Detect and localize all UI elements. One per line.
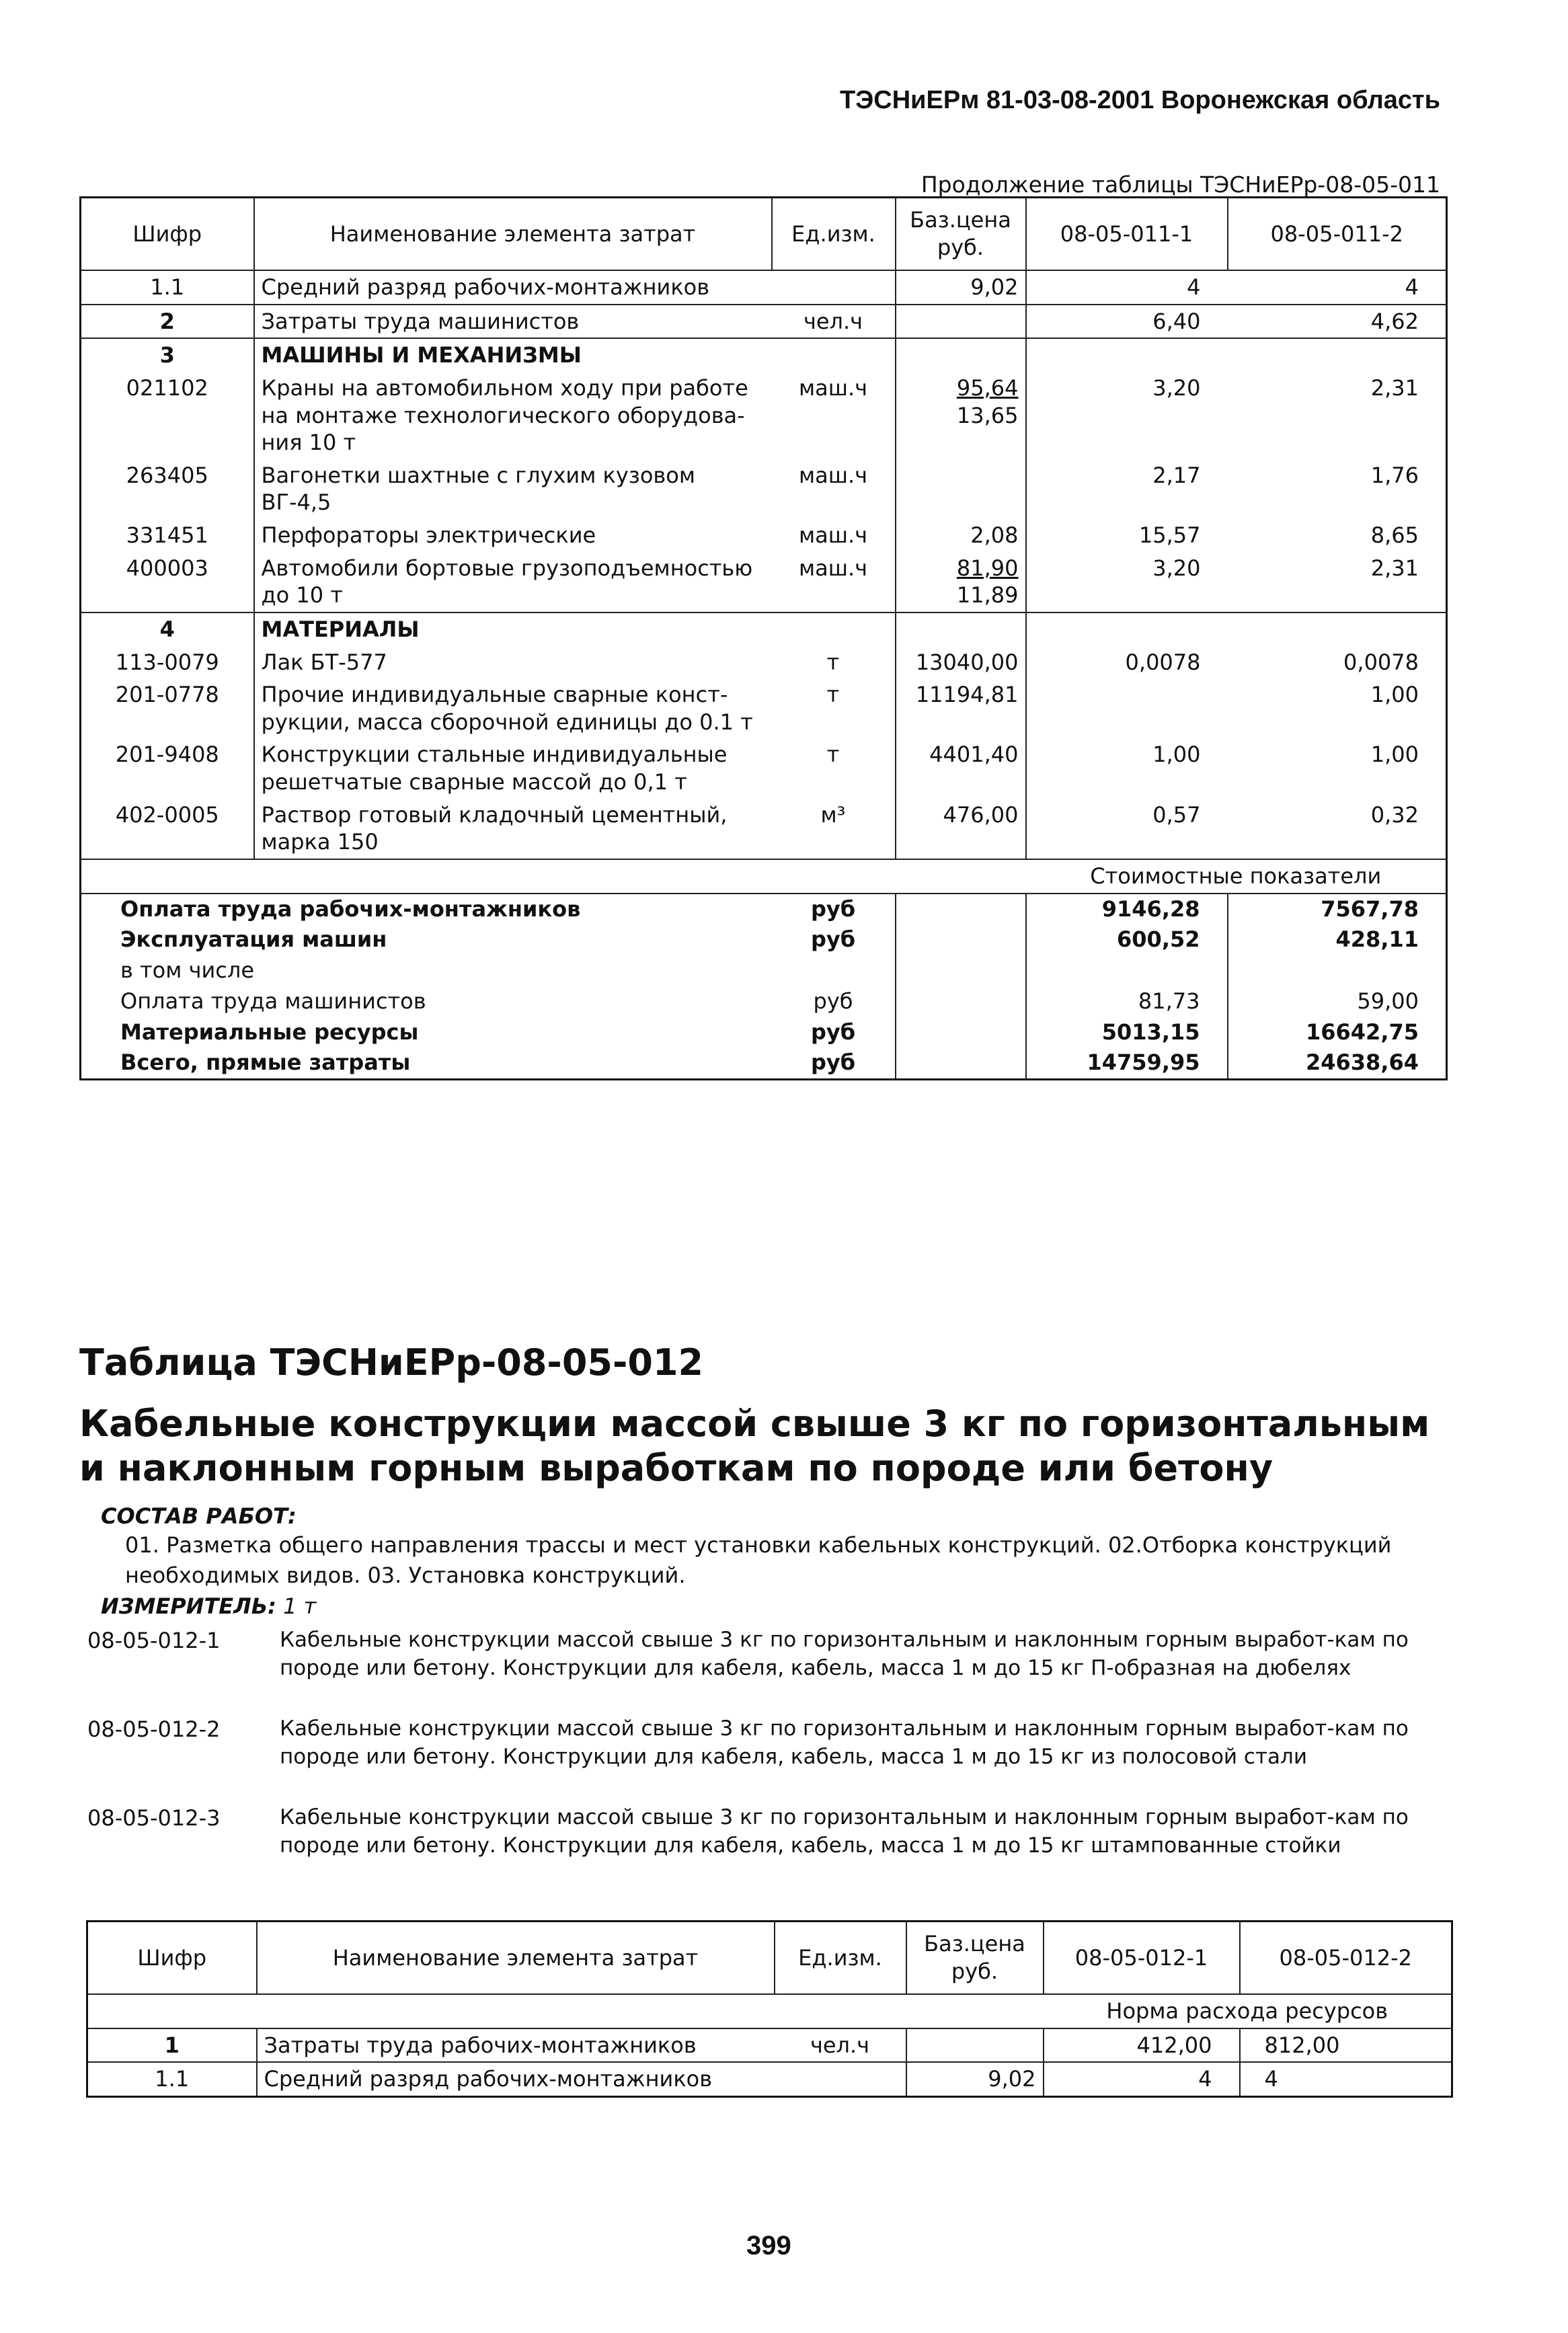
price-value-secondary: 13,65 — [956, 402, 1019, 428]
cell-name: Перфораторы электрические — [254, 519, 772, 552]
column-header: 08-05-011-2 — [1228, 198, 1447, 271]
cell-value-2: 4 — [1240, 2062, 1452, 2096]
table-row — [81, 612, 1447, 646]
cost-header-row — [81, 859, 1447, 894]
cell-value-1 — [1026, 338, 1228, 372]
cost-value-2: 428,11 — [1335, 926, 1419, 953]
item-description: Кабельные конструкции массой свыше 3 кг по горизонтальным и наклонным горным выработ-кам по породе или бетону. Конструкции для кабеля, кабель, масса 1 м до 15 кг из полосовой стали — [280, 1716, 1409, 1770]
cell-unit — [775, 2062, 906, 2096]
cost-unit: руб — [772, 1017, 896, 1048]
cell-code: 2 — [81, 305, 254, 339]
cell-code: 400003 — [126, 555, 208, 581]
cost-price — [896, 986, 1026, 1017]
cell-code: 1.1 — [87, 2062, 257, 2096]
cell-name: Прочие индивидуальные сварные конст-рукции, масса сборочной единицы до 0.1 т — [254, 678, 772, 738]
table-row — [81, 338, 1447, 372]
cell-price: 476,00 — [896, 799, 1026, 859]
cell-unit: чел.ч — [775, 2028, 906, 2063]
cell-unit: чел.ч — [772, 305, 896, 339]
cell-price: 9,02 — [896, 270, 1026, 305]
cost-unit: руб — [772, 1047, 896, 1079]
column-header: Ед.изм. — [775, 1922, 906, 1995]
cell-name: Конструкции стальные индивидуальные решетчатые сварные массой до 0,1 т — [254, 738, 772, 798]
column-header: 08-05-012-2 — [1240, 1922, 1452, 1995]
cell-price: 2,08 — [896, 519, 1026, 552]
cost-price — [896, 924, 1026, 955]
cost-value-1: 81,73 — [1026, 986, 1228, 1017]
cost-value-1 — [1026, 955, 1228, 986]
cell-value-2: 2,31 — [1370, 374, 1419, 401]
cost-name: Материальные ресурсы — [120, 1019, 419, 1045]
cell-price — [896, 305, 1026, 339]
table-title: Таблица ТЭСНиЕРр-08-05-012 — [79, 1341, 704, 1384]
cell-name: МАТЕРИАЛЫ — [254, 612, 772, 646]
cell-value-2: 1,00 — [1370, 742, 1419, 768]
cell-value-1: 6,40 — [1026, 305, 1228, 339]
cell-unit: маш.ч — [798, 374, 868, 401]
cell-value-2: 0,0078 — [1343, 649, 1419, 675]
cell-code: 113-0079 — [115, 649, 219, 675]
cell-value-1: 3,20 — [1152, 374, 1201, 401]
cost-value-2: 16642,75 — [1305, 1019, 1419, 1045]
table-header-row — [87, 1922, 1452, 1995]
table-row — [81, 459, 1447, 519]
cell-value-2: 8,65 — [1370, 522, 1419, 548]
cell-code: 263405 — [126, 462, 208, 488]
cell-name: Вагонетки шахтные с глухим кузовом ВГ-4,5 — [254, 459, 772, 519]
cost-value-1: 5013,15 — [1026, 1017, 1228, 1048]
cell-code: 331451 — [126, 522, 208, 548]
cell-unit — [772, 338, 896, 372]
cell-value-1: 4 — [1187, 274, 1201, 300]
cost-name: Оплата труда машинистов — [120, 988, 426, 1014]
cell-name: Средний разряд рабочих-монтажников — [257, 2062, 775, 2096]
page-number: 399 — [746, 2231, 791, 2260]
cell-value-2: 812,00 — [1240, 2028, 1452, 2063]
cost-row — [81, 955, 1447, 986]
item-code: 08-05-012-2 — [87, 1716, 221, 1742]
cell-name: Затраты труда рабочих-монтажников — [257, 2028, 775, 2063]
item-description: Кабельные конструкции массой свыше 3 кг по горизонтальным и наклонным горным выработ-кам по породе или бетону. Конструкции для кабеля, кабель, масса 1 м до 15 кг штампованные стойки — [280, 1805, 1409, 1858]
cell-unit: маш.ч — [798, 462, 868, 488]
table-header-row — [81, 198, 1447, 271]
cost-price — [896, 894, 1026, 925]
table-row — [81, 270, 1447, 305]
cost-value-2: 7567,78 — [1228, 894, 1447, 925]
table-row — [87, 2028, 1452, 2063]
cost-price — [896, 955, 1026, 986]
cell-value-1: 0,0078 — [1125, 649, 1201, 675]
cell-value-1: 15,57 — [1138, 522, 1201, 548]
cell-value-2: 0,32 — [1370, 801, 1419, 828]
column-header: 08-05-012-1 — [1044, 1922, 1240, 1995]
price-value: 95,64 — [956, 374, 1019, 401]
norm-header-row — [87, 1994, 1452, 2028]
cell-value-2 — [1228, 338, 1447, 372]
cell-value-1: 2,17 — [1152, 462, 1201, 488]
cost-name: Эксплуатация машин — [120, 926, 387, 953]
measure-value: 1 т — [283, 1593, 317, 1619]
cell-unit: м³ — [820, 801, 846, 828]
column-header: Наименование элемента затрат — [257, 1922, 775, 1995]
cost-unit: руб — [772, 894, 896, 925]
cost-unit: руб — [772, 986, 896, 1017]
price-value-secondary: 11,89 — [956, 582, 1019, 608]
cell-value-2: 2,31 — [1370, 555, 1419, 581]
cell-price: 4401,40 — [896, 738, 1026, 798]
cell-value-2: 4 — [1405, 274, 1419, 300]
cost-value-2: 59,00 — [1357, 988, 1419, 1014]
resource-table-012 — [86, 1920, 1453, 2098]
page-header-title: ТЭСНиЕРм 81-03-08-2001 Воронежская область — [840, 86, 1440, 114]
cell-code: 201-0778 — [115, 682, 219, 708]
cell-price — [896, 612, 1026, 646]
cost-row — [81, 986, 1447, 1017]
column-header: Баз.цена руб. — [906, 1922, 1044, 1995]
cost-value-1: 14759,95 — [1026, 1047, 1228, 1079]
cell-unit: маш.ч — [798, 522, 868, 548]
cell-price: 9,02 — [906, 2062, 1044, 2096]
table-subtitle: Кабельные конструкции массой свыше 3 кг по горизонтальным и наклонным горным выработкам по породе или бетону — [79, 1402, 1430, 1489]
cell-unit: маш.ч — [798, 555, 868, 581]
cell-unit: т — [826, 649, 840, 675]
resource-table-011 — [79, 196, 1448, 1080]
measure-line — [101, 1593, 316, 1619]
cell-code: 021102 — [126, 374, 208, 401]
table-row — [87, 2062, 1452, 2096]
cell-code: 1.1 — [150, 274, 185, 300]
item-code: 08-05-012-1 — [87, 1628, 221, 1653]
cell-name: Краны на автомобильном ходу при работе на монтаже технологического оборудова-ния 10 т — [254, 372, 772, 459]
cost-row — [81, 894, 1447, 925]
cost-header: Стоимостные показатели — [1026, 859, 1447, 894]
table-continuation-note: Продолжение таблицы ТЭСНиЕРр-08-05-011 — [920, 171, 1440, 198]
cell-code: 4 — [81, 612, 254, 646]
column-header: Баз.цена руб. — [896, 198, 1026, 271]
cell-code: 402-0005 — [115, 801, 219, 828]
cell-price — [896, 372, 1026, 459]
cell-value-1: 4 — [1044, 2062, 1240, 2096]
cell-name: Автомобили бортовые грузоподъемностью до 10 т — [254, 552, 772, 612]
table-row — [81, 678, 1447, 738]
cell-value-1: 412,00 — [1044, 2028, 1240, 2063]
column-header: 08-05-011-1 — [1026, 198, 1228, 271]
table-row — [81, 372, 1447, 459]
cell-name: Раствор готовый кладочный цементный, марка 150 — [254, 799, 772, 859]
cost-unit — [772, 955, 896, 986]
cost-name: Всего, прямые затраты — [120, 1050, 411, 1076]
cost-row — [81, 1047, 1447, 1079]
cell-price: 13040,00 — [896, 646, 1026, 679]
cell-name: Средний разряд рабочих-монтажников — [254, 270, 772, 305]
column-header: Шифр — [81, 198, 254, 271]
column-header: Шифр — [87, 1922, 257, 1995]
column-header: Наименование элемента затрат — [254, 198, 772, 271]
cost-unit: руб — [772, 924, 896, 955]
cost-name: Оплата труда рабочих-монтажников — [81, 894, 772, 925]
cost-row — [81, 924, 1447, 955]
cell-value-1: 1,00 — [1152, 742, 1201, 768]
cell-name: Затраты труда машинистов — [254, 305, 772, 339]
cell-price: 11194,81 — [896, 678, 1026, 738]
cell-value-1: 0,57 — [1152, 801, 1201, 828]
cost-name: в том числе — [120, 957, 254, 983]
item-description: Кабельные конструкции массой свыше 3 кг по горизонтальным и наклонным горным выработ-кам по породе или бетону. Конструкции для кабеля, кабель, масса 1 м до 15 кг П-образная на дюбелях — [280, 1628, 1409, 1681]
cell-price — [896, 338, 1026, 372]
cost-value-1: 600,52 — [1026, 924, 1228, 955]
cell-name: Лак БТ-577 — [254, 646, 772, 679]
cell-name: МАШИНЫ И МЕХАНИЗМЫ — [254, 338, 772, 372]
cell-value-2 — [1228, 612, 1447, 646]
item-code: 08-05-012-3 — [87, 1805, 221, 1831]
work-composition-text: 01. Разметка общего направления трассы и мест установки кабельных конструкций. 02.Отборка конструкций необходимых видов. 03. Установка конструкций. — [125, 1532, 1392, 1588]
cell-value-1 — [1026, 678, 1228, 738]
cell-price — [896, 552, 1026, 612]
cost-value-1: 9146,28 — [1026, 894, 1228, 925]
cell-value-2: 4,62 — [1228, 305, 1447, 339]
cell-value-1 — [1026, 612, 1228, 646]
cost-row — [81, 1017, 1447, 1048]
cell-unit — [772, 270, 896, 305]
cost-price — [896, 1047, 1026, 1079]
table-row — [81, 799, 1447, 859]
cost-value-2 — [1228, 955, 1447, 986]
cell-unit — [772, 612, 896, 646]
table-row — [81, 738, 1447, 798]
cell-price — [896, 459, 1026, 519]
cost-value-2: 24638,64 — [1305, 1050, 1419, 1076]
table-row — [81, 646, 1447, 679]
cell-value-2: 1,00 — [1370, 682, 1419, 708]
column-header: Ед.изм. — [772, 198, 896, 271]
cell-code: 1 — [87, 2028, 257, 2063]
measure-label: ИЗМЕРИТЕЛЬ: — [101, 1593, 276, 1619]
work-composition-label: СОСТАВ РАБОТ: — [101, 1503, 297, 1529]
cost-price — [896, 1017, 1026, 1048]
cell-price — [906, 2028, 1044, 2063]
cell-code: 201-9408 — [115, 742, 219, 768]
price-value: 81,90 — [956, 555, 1019, 581]
norm-header: Норма расхода ресурсов — [1044, 1994, 1452, 2028]
table-body — [81, 270, 1447, 1080]
cell-value-1: 3,20 — [1152, 555, 1201, 581]
cell-code: 3 — [81, 338, 254, 372]
cell-unit: т — [826, 682, 840, 708]
table-body — [87, 2028, 1452, 2097]
table-row — [81, 305, 1447, 339]
cell-value-2: 1,76 — [1370, 462, 1419, 488]
cell-unit: т — [826, 742, 840, 768]
table-row — [81, 519, 1447, 552]
table-row — [81, 552, 1447, 612]
